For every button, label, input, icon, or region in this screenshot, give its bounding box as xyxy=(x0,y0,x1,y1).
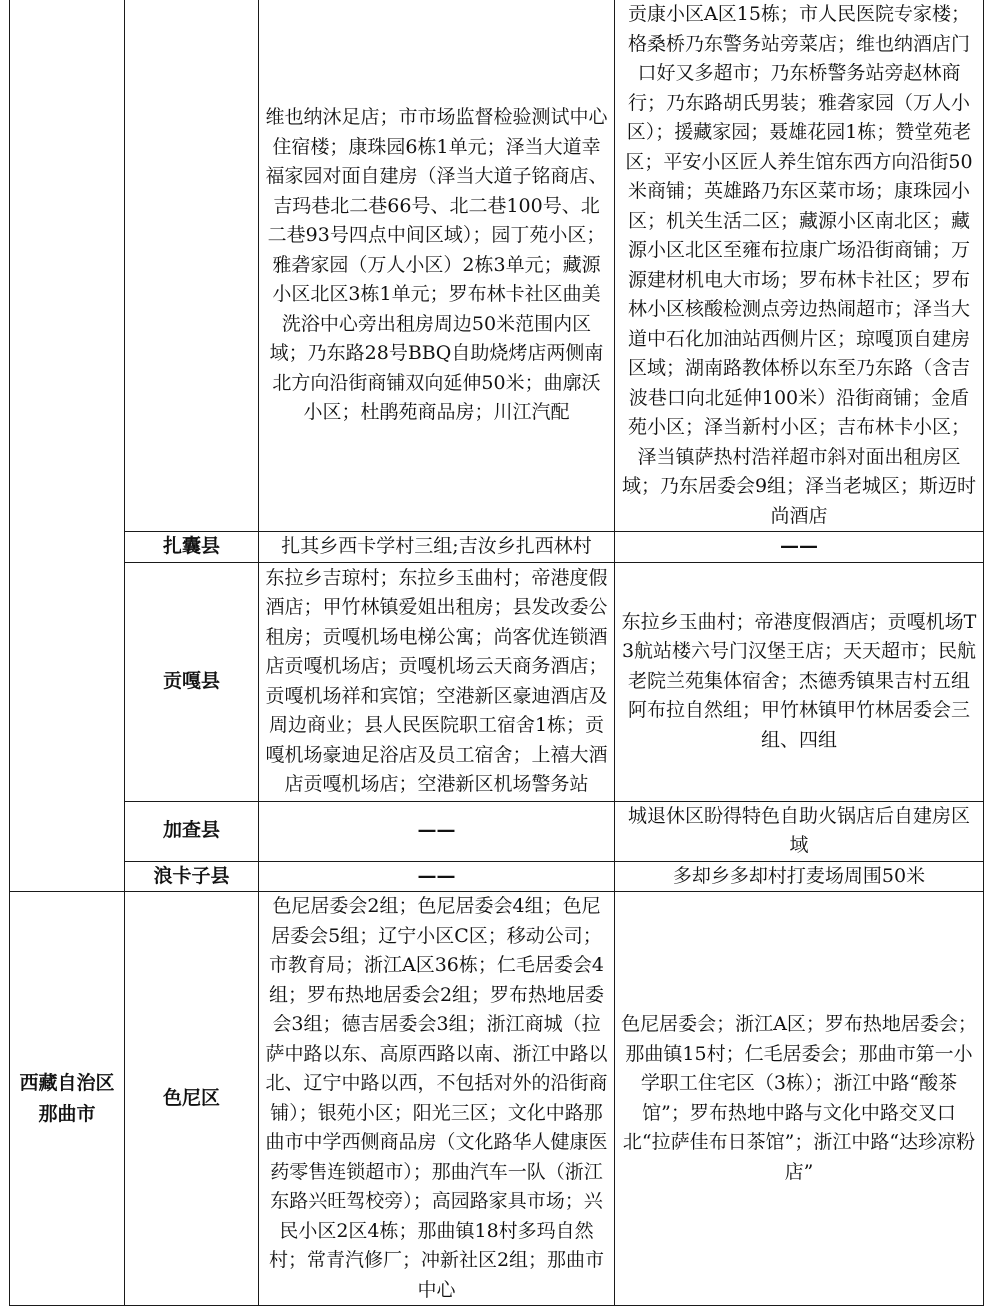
county-cell xyxy=(125,0,259,532)
area-list-cell: —— xyxy=(615,532,984,563)
area-list-cell: 东拉乡玉曲村；帝港度假酒店；贡嘎机场T3航站楼六号门汉堡王店；天天超市；民航老院兰苑集体宿舍；杰德秀镇果吉村五组阿布拉自然组；甲竹林镇甲竹林居委会三组、四组 xyxy=(615,562,984,801)
area-list-cell: 扎其乡西卡学村三组;吉汝乡扎西林村 xyxy=(259,532,615,563)
county-cell: 加查县 xyxy=(125,801,259,861)
county-cell: 浪卡子县 xyxy=(125,861,259,892)
county-cell: 扎囊县 xyxy=(125,532,259,563)
area-list-cell: 东拉乡吉琼村；东拉乡玉曲村；帝港度假酒店；甲竹林镇爱姐出租房；县发改委公租房；贡嘎机场电梯公寓；尚客优连锁酒店贡嘎机场店；贡嘎机场云天商务酒店；贡嘎机场祥和宾馆；空港新区豪迪酒店及周边商业；县人民医院职工宿舍1栋；贡嘎机场豪迪足浴店及员工宿舍；上禧大酒店贡嘎机场店；空港新区机场警务站 xyxy=(259,562,615,801)
area-list-cell: 维也纳沐足店；市市场监督检验测试中心住宿楼；康珠园6栋1单元；泽当大道幸福家园对面自建房（泽当大道子铭商店、吉玛巷北二巷66号、北二巷100号、北二巷93号四点中间区域）；园丁苑小区；雅砻家园（万人小区）2栋3单元；藏源小区北区3栋1单元；罗布林卡社区曲美洗浴中心旁出租房周边50米范围内区域；乃东路28号BBQ自助烧烤店两侧南北方向沿街商铺双向延伸50米；曲廓沃小区；杜鹃苑商品房；川江汽配 xyxy=(259,0,615,532)
area-list-cell: 色尼居委会；浙江A区；罗布热地居委会；那曲镇15村；仁毛居委会；那曲市第一小学职工住宅区（3栋）；浙江中路“酸茶馆”；罗布热地中路与文化中路交叉口北“拉萨佳布日茶馆”；浙江中路“达珍凉粉店” xyxy=(615,892,984,1306)
table-row xyxy=(10,562,984,801)
area-list-cell: 城退休区盼得特色自助火锅店后自建房区域 xyxy=(615,801,984,861)
area-list-cell: 多却乡多却村打麦场周围50米 xyxy=(615,861,984,892)
county-cell: 贡嘎县 xyxy=(125,562,259,801)
area-list-cell: 贡康小区A区15栋；市人民医院专家楼；格桑桥乃东警务站旁菜店；维也纳酒店门口好又多超市；乃东桥警务站旁赵林商行；乃东路胡氏男装；雅砻家园（万人小区）；援藏家园；聂雄花园1栋；赞堂苑老区；平安小区匠人养生馆东西方向沿街50米商铺；英雄路乃东区菜市场；康珠园小区；机关生活二区；藏源小区南北区；藏源小区北区至雍布拉康广场沿街商铺；万源建材机电大市场；罗布林卡社区；罗布林小区核酸检测点旁边热闹超市；泽当大道中石化加油站西侧片区；琼嘎顶自建房区域；湖南路教体桥以东至乃东路（含吉波巷口向北延伸100米）沿街商铺；金盾苑小区；泽当新村小区；吉布林卡小区；泽当镇萨热村浩祥超市斜对面出租房区域；乃东居委会9组；泽当老城区；斯迈时尚酒店 xyxy=(615,0,984,532)
table-row xyxy=(10,861,984,892)
table-row xyxy=(10,0,984,532)
table-row xyxy=(10,532,984,563)
table-row xyxy=(10,801,984,861)
county-cell: 色尼区 xyxy=(125,892,259,1306)
city-cell xyxy=(10,0,125,892)
area-list-cell: 色尼居委会2组；色尼居委会4组；色尼居委会5组；辽宁小区C区；移动公司；市教育局；浙江A区36栋；仁毛居委会4组；罗布热地居委会2组；罗布热地居委会3组；德吉居委会3组；浙江商城（拉萨中路以东、高原西路以南、浙江中路以北、辽宁中路以西，不包括对外的沿街商铺）；银苑小区；阳光三区；文化中路那曲市中学西侧商品房（文化路华人健康医药零售连锁超市）；那曲汽车一队（浙江东路兴旺驾校旁）；高园路家具市场；兴民小区2区4栋；那曲镇18村多玛自然村；常青汽修厂；冲新社区2组；那曲市中心 xyxy=(259,892,615,1306)
risk-area-table xyxy=(9,0,984,1306)
city-cell: 西藏自治区那曲市 xyxy=(10,892,125,1306)
area-list-cell: —— xyxy=(259,861,615,892)
table-row xyxy=(10,892,984,1306)
area-list-cell: —— xyxy=(259,801,615,861)
